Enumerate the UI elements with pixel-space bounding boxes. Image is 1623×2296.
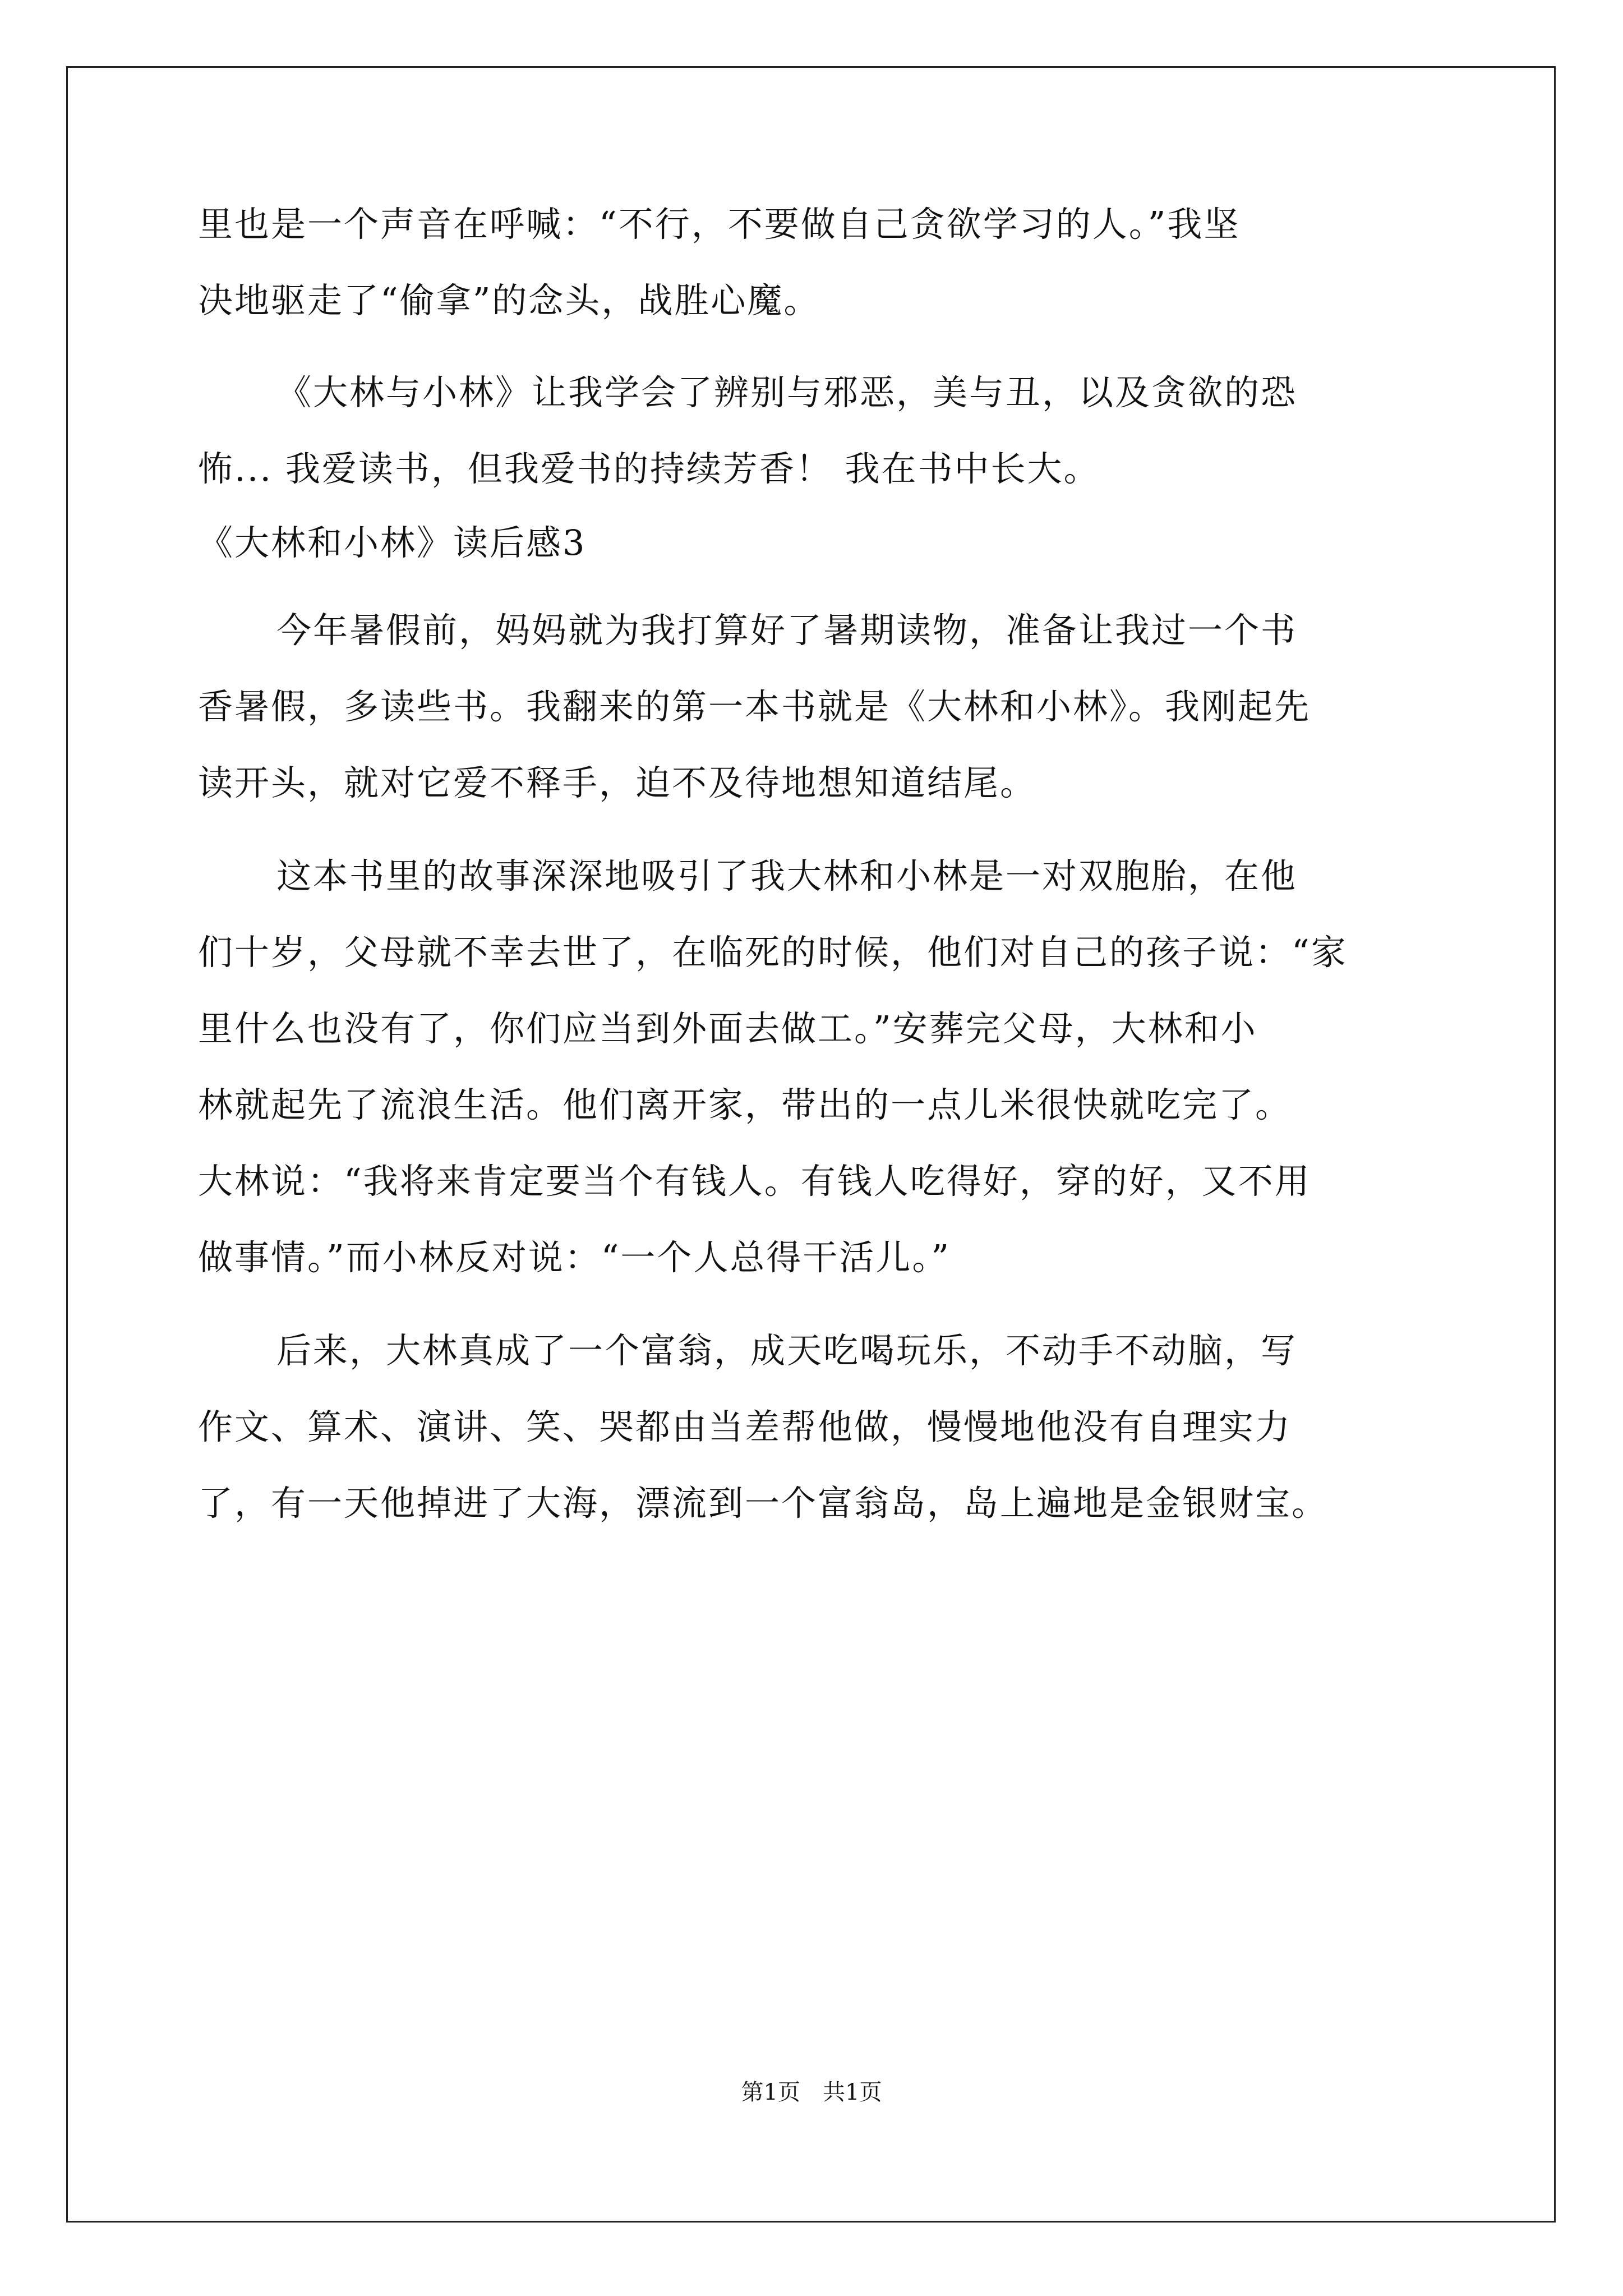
- text-line: 里什么也没有了，你们应当到外面去做工。”安葬完父母，大林和小: [198, 1008, 1257, 1049]
- text-line: 林就起先了流浪生活。他们离开家，带出的一点儿米很快就吃完了。: [198, 1084, 1292, 1125]
- text-line: 后来，大林真成了一个富翁，成天吃喝玩乐，不动手不动脑，写: [276, 1330, 1298, 1371]
- text-line: 今年暑假前，妈妈就为我打算好了暑期读物，准备让我过一个书: [276, 610, 1298, 651]
- text-line: 怖... 我爱读书，但我爱书的持续芳香！ 我在书中长大。: [198, 448, 1100, 489]
- text-line: 们十岁，父母就不幸去世了，在临死的时候，他们对自己的孩子说：“家: [198, 932, 1348, 973]
- text-line: 读开头，就对它爱不释手，迫不及待地想知道结尾。: [198, 762, 1037, 803]
- text-line: 做事情。”而小林反对说：“一个人总得干活儿。”: [198, 1237, 951, 1278]
- text-line: 大林说：“我将来肯定要当个有钱人。有钱人吃得好，穿的好，又不用: [198, 1161, 1311, 1202]
- text-line: 作文、算术、演讲、笑、哭都由当差帮他做，慢慢地他没有自理实力: [198, 1406, 1292, 1447]
- text-line: 了，有一天他掉进了大海，漂流到一个富翁岛，岛上遍地是金银财宝。: [198, 1483, 1329, 1524]
- text-line: 这本书里的故事深深地吸引了我大林和小林是一对双胞胎，在他: [276, 855, 1298, 896]
- text-line: 里也是一个声音在呼喊：“不行，不要做自己贪欲学习的人。”我坚: [198, 204, 1241, 245]
- page-number: 第1页 共1页: [741, 2079, 882, 2105]
- text-line: 香暑假，多读些书。我翻来的第一本书就是《大林和小林》。我刚起先: [198, 686, 1311, 727]
- text-line: 《大林与小林》让我学会了辨别与邪恶，美与丑，以及贪欲的恐: [276, 372, 1298, 413]
- section-heading: 《大林和小林》读后感3: [198, 522, 587, 563]
- text-line: 决地驱走了“偷拿”的念头，战胜心魔。: [198, 280, 820, 321]
